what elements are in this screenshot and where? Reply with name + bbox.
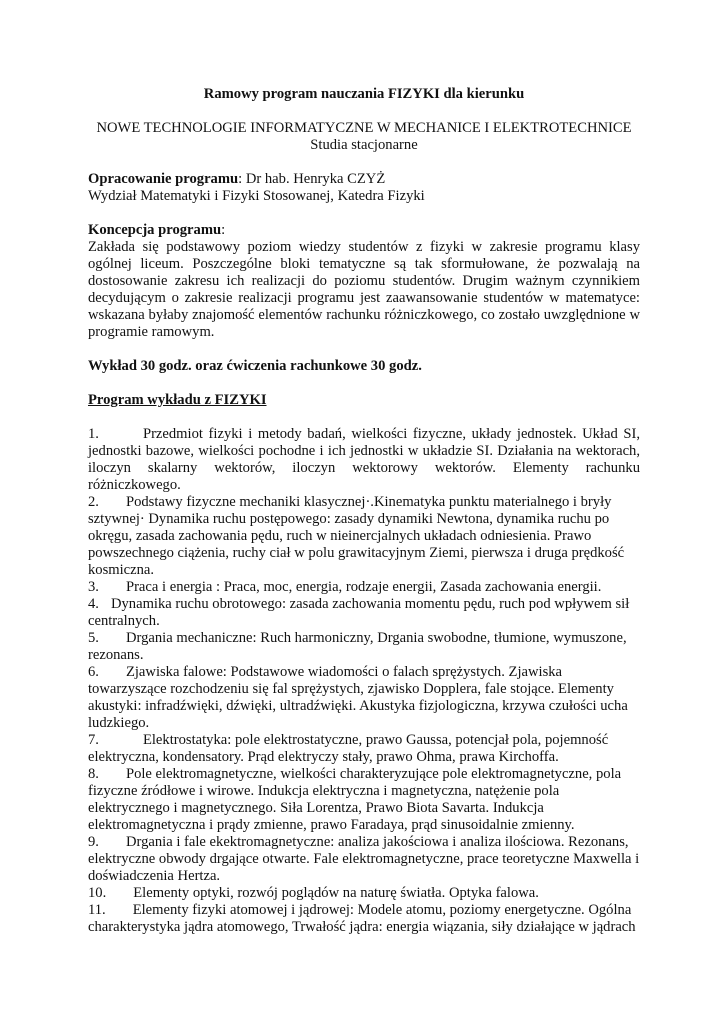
lecture-topic-text: Praca i energia : Praca, moc, energia, rodzaje energii, Zasada zachowania energii.: [125, 579, 602, 595]
lecture-topic-text: Drgania mechaniczne: Ruch harmoniczny, Drgania swobodne, tłumione, wymuszone, rezonans.: [88, 630, 627, 663]
document-content: [88, 86, 640, 936]
lecture-topic-item: [88, 885, 640, 902]
lecture-topic-item: [88, 834, 640, 885]
lecture-topic-text: Elementy optyki, rozwój poglądów na naturę światła. Optyka falowa.: [133, 885, 539, 901]
concept-label: Koncepcja programu: [88, 222, 222, 238]
lecture-topic-item: [88, 494, 640, 579]
lecture-topic-number: 10.: [88, 885, 107, 901]
lecture-topic-number: 9.: [88, 834, 99, 850]
lecture-program-heading: Program wykładu z FIZYKI: [88, 392, 267, 408]
concept-colon: :: [221, 222, 226, 238]
lecture-topic-item: [88, 579, 640, 596]
lecture-topic-number: 4.: [88, 596, 99, 612]
concept-heading: [88, 222, 640, 239]
lecture-topic-item: [88, 426, 640, 494]
lecture-topic-number: 7.: [88, 732, 99, 748]
lecture-topic-item: [88, 732, 640, 766]
lecture-topic-item: [88, 630, 640, 664]
lecture-topic-number: 2.: [88, 494, 99, 510]
lecture-topic-text: Elektrostatyka: pole elektrostatyczne, prawo Gaussa, potencjał pola, pojemność elektryczna, kondensatory. Prąd elektryczy stały, prawo Ohma, prawa Kirchoffa.: [88, 732, 609, 765]
lecture-topic-item: [88, 596, 640, 630]
lecture-topic-number: 5.: [88, 630, 99, 646]
lecture-topic-text: Zjawiska falowe: Podstawowe wiadomości o falach sprężystych. Zjawiska towarzyszące rozchodzeniu się fal sprężystych, zjawisko Dopplera, fale stojące. Elementy akustyki: infradźwięki, dźwięki, ultradźwięki. Akustyka fizjologiczna, krzywa czułości ucha ludzkiego.: [88, 664, 628, 731]
lecture-topic-number: 11.: [88, 902, 106, 918]
lecture-topic-text: Dynamika ruchu obrotowego: zasada zachowania momentu pędu, ruch pod wpływem sił centralnych.: [88, 596, 630, 629]
hours-line: Wykład 30 godz. oraz ćwiczenia rachunkowe 30 godz.: [88, 358, 422, 374]
lecture-topic-number: 3.: [88, 579, 99, 595]
field-of-study: NOWE TECHNOLOGIE INFORMATYCZNE W MECHANICE I ELEKTROTECHNICE: [96, 120, 632, 136]
document-title: Ramowy program nauczania FIZYKI dla kierunku: [203, 86, 525, 102]
lecture-topic-text: Elementy fizyki atomowej i jądrowej: Modele atomu, poziomy energetyczne. Ogólna charakterystyka jądra atomowego, Trwałość jądra: energia wiązania, siły działające w jądrach: [88, 902, 636, 935]
lecture-topic-item: [88, 664, 640, 732]
concept-text: Zakłada się podstawowy poziom wiedzy studentów z fizyki w zakresie programu klasy ogólnej liceum. Poszczególne bloki tematyczne są tak sformułowane, że pozwalają na dostosowanie zakresu ich realizacji do poziomu studentów. Drugim ważnym czynnikiem decydującym o zakresie realizacji programu jest zaawansowanie studentów w matematyce: wskazana byłaby znajomość elementów rachunku różniczkowego, co zostało uwzględnione w programie ramowym.: [88, 239, 640, 340]
lecture-topic-number: 1.: [88, 426, 99, 442]
department-line: Wydział Matematyki i Fizyki Stosowanej, Katedra Fizyki: [88, 188, 425, 204]
study-mode: Studia stacjonarne: [310, 137, 418, 153]
author-line: [88, 171, 640, 188]
lecture-topic-text: Podstawy fizyczne mechaniki klasycznej·.Kinematyka punktu materialnego i bryły sztywnej· Dynamika ruchu postępowego: zasady dynamiki Newtona, dynamika ruchu po okręgu, zasada zachowania pędu, ruch w nieinercjalnych układach odniesienia. Prawo powszechnego ciążenia, ruchy ciał w polu grawitacyjnym Ziemi, pierwsza i druga prędkość kosmiczna.: [88, 494, 625, 578]
lecture-topic-text: Przedmiot fizyki i metody badań, wielkości fizyczne, układy jednostek. Układ SI, jednostki bazowe, wielkości pochodne i ich jednostki w układzie SI. Działania na wektorach, iloczyn skalarny wektorów, iloczyn wektorowy wektorów. Elementy rachunku różniczkowego.: [88, 426, 640, 493]
author-label: Opracowanie programu: [88, 171, 239, 187]
lecture-topic-item: [88, 766, 640, 834]
lecture-topic-text: Drgania i fale ekektromagnetyczne: analiza jakościowa i analiza ilościowa. Rezonans, elektryczne obwody drgające otwarte. Fale elektromagnetyczne, prace teoretyczne Maxwella i doświadczenia Hertza.: [88, 834, 640, 884]
lecture-topic-text: Pole elektromagnetyczne, wielkości charakteryzujące pole elektromagnetyczne, pola fizyczne źródłowe i wirowe. Indukcja elektryczna i magnetyczna, natężenie pola elektrycznego i magnetycznego. Siła Lorentza, Prawo Biota Savarta. Indukcja elektromagnetyczna i prądy zmienne, prawo Faradaya, prąd sinusoidalnie zmienny.: [88, 766, 622, 833]
lecture-topic-number: 6.: [88, 664, 99, 680]
author-value: : Dr hab. Henryka CZYŻ: [238, 171, 386, 187]
lecture-topic-item: [88, 902, 640, 936]
lecture-topic-list: [88, 426, 640, 936]
lecture-topic-number: 8.: [88, 766, 99, 782]
